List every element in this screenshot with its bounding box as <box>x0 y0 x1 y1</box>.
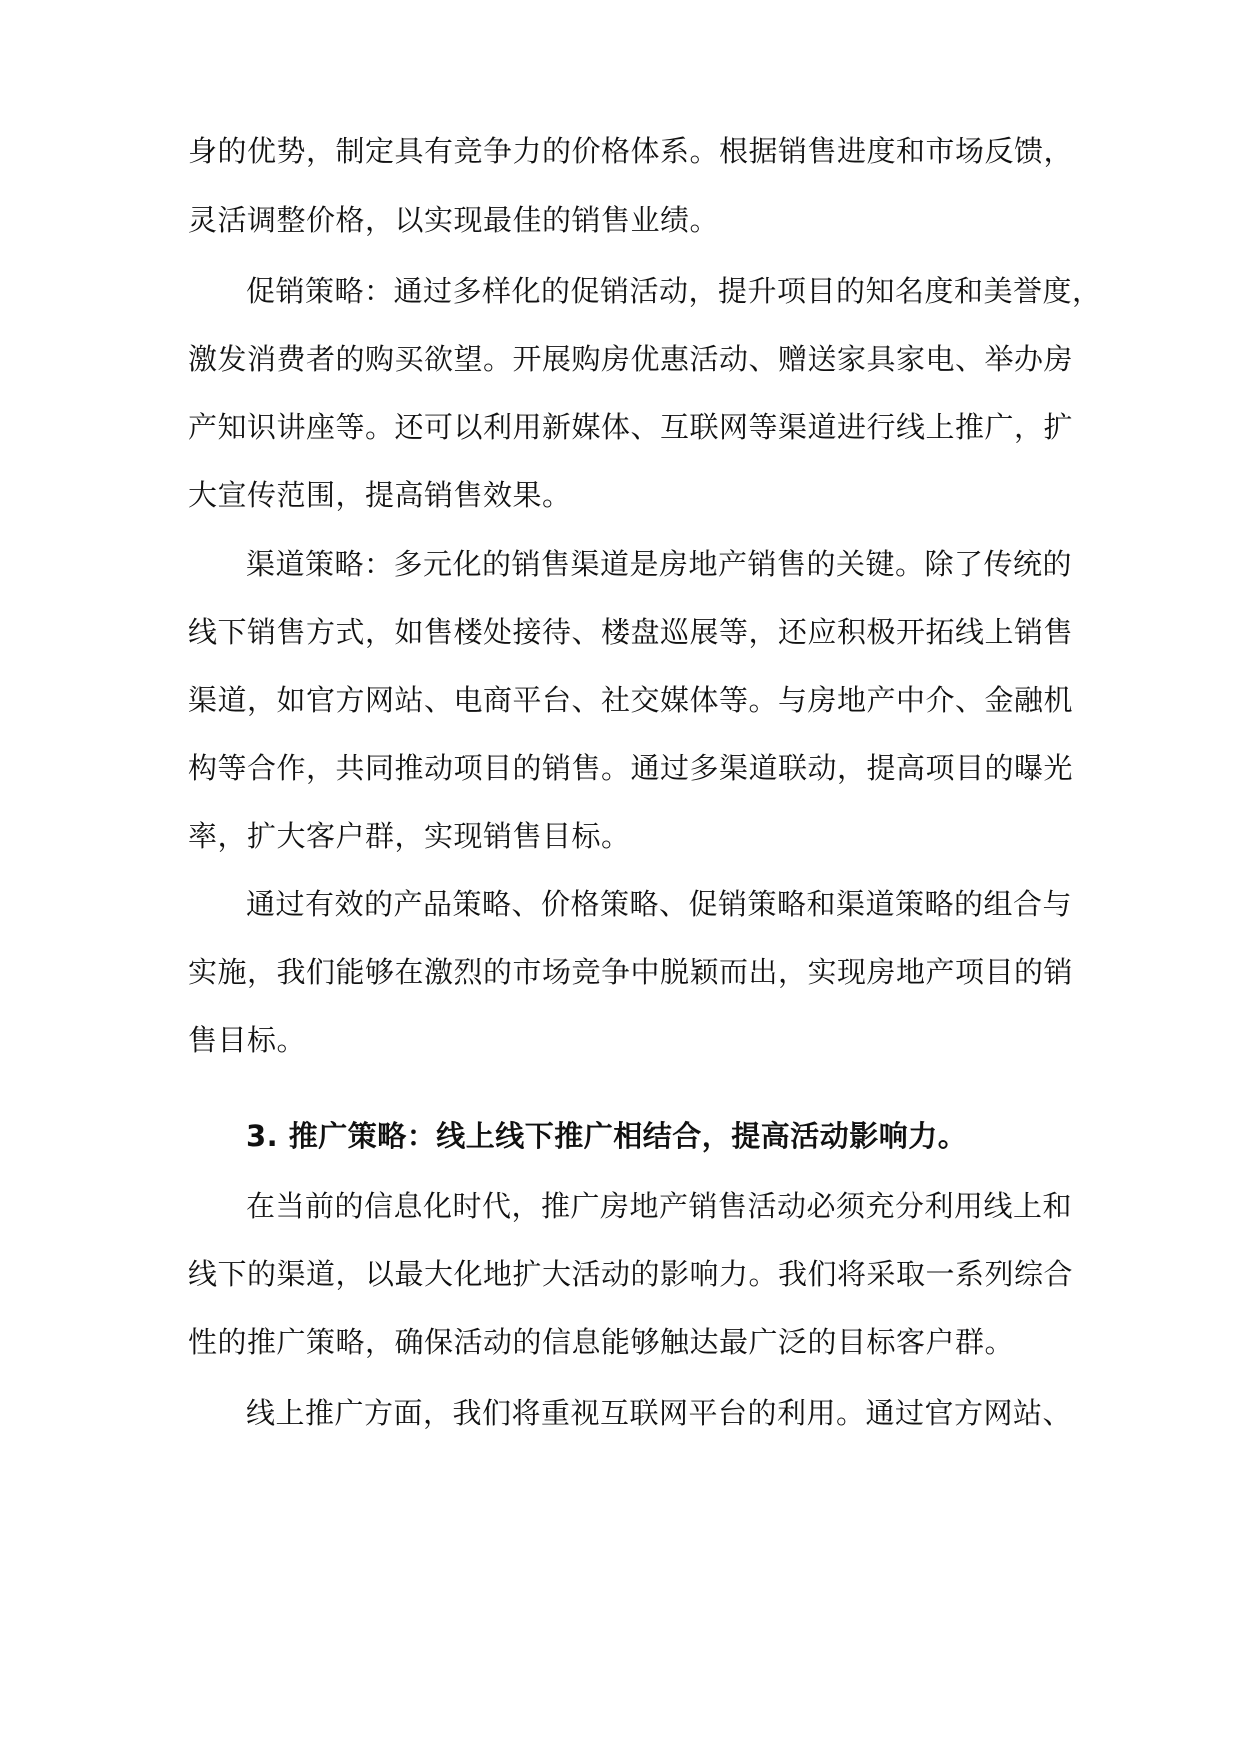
text-line: 产知识讲座等。还可以利用新媒体、互联网等渠道进行线上推广，扩 <box>188 410 1074 444</box>
paragraph-channel-strategy-start: 渠道策略：多元化的销售渠道是房地产销售的关键。除了传统的 <box>246 547 1073 581</box>
paragraph-promotion-intro-start: 在当前的信息化时代，推广房地产销售活动必须充分利用线上和 <box>246 1189 1073 1223</box>
text-line: 大宣传范围，提高销售效果。 <box>188 478 572 512</box>
text-line: 线下的渠道，以最大化地扩大活动的影响力。我们将采取一系列综合 <box>188 1257 1074 1291</box>
text-line: 灵活调整价格，以实现最佳的销售业绩。 <box>188 203 720 237</box>
text-line: 性的推广策略，确保活动的信息能够触达最广泛的目标客户群。 <box>188 1325 1015 1359</box>
text-line: 线下销售方式，如售楼处接待、楼盘巡展等，还应积极开拓线上销售 <box>188 615 1074 649</box>
text-line: 身的优势，制定具有竞争力的价格体系。根据销售进度和市场反馈， <box>188 134 1074 168</box>
text-line: 渠道，如官方网站、电商平台、社交媒体等。与房地产中介、金融机 <box>188 683 1074 717</box>
text-line: 构等合作，共同推动项目的销售。通过多渠道联动，提高项目的曝光 <box>188 751 1074 785</box>
paragraph-promotion-strategy-start: 促销策略：通过多样化的促销活动，提升项目的知名度和美誉度， <box>246 274 1102 308</box>
section-heading: 3. 推广策略：线上线下推广相结合，提高活动影响力。 <box>246 1119 968 1153</box>
paragraph-online-promotion-start: 线上推广方面，我们将重视互联网平台的利用。通过官方网站、 <box>246 1396 1073 1430</box>
text-line: 售目标。 <box>188 1023 307 1057</box>
text-line: 实施，我们能够在激烈的市场竞争中脱颖而出，实现房地产项目的销 <box>188 955 1074 989</box>
paragraph-summary-start: 通过有效的产品策略、价格策略、促销策略和渠道策略的组合与 <box>246 887 1073 921</box>
text-line: 率，扩大客户群，实现销售目标。 <box>188 819 631 853</box>
text-line: 激发消费者的购买欲望。开展购房优惠活动、赠送家具家电、举办房 <box>188 342 1074 376</box>
